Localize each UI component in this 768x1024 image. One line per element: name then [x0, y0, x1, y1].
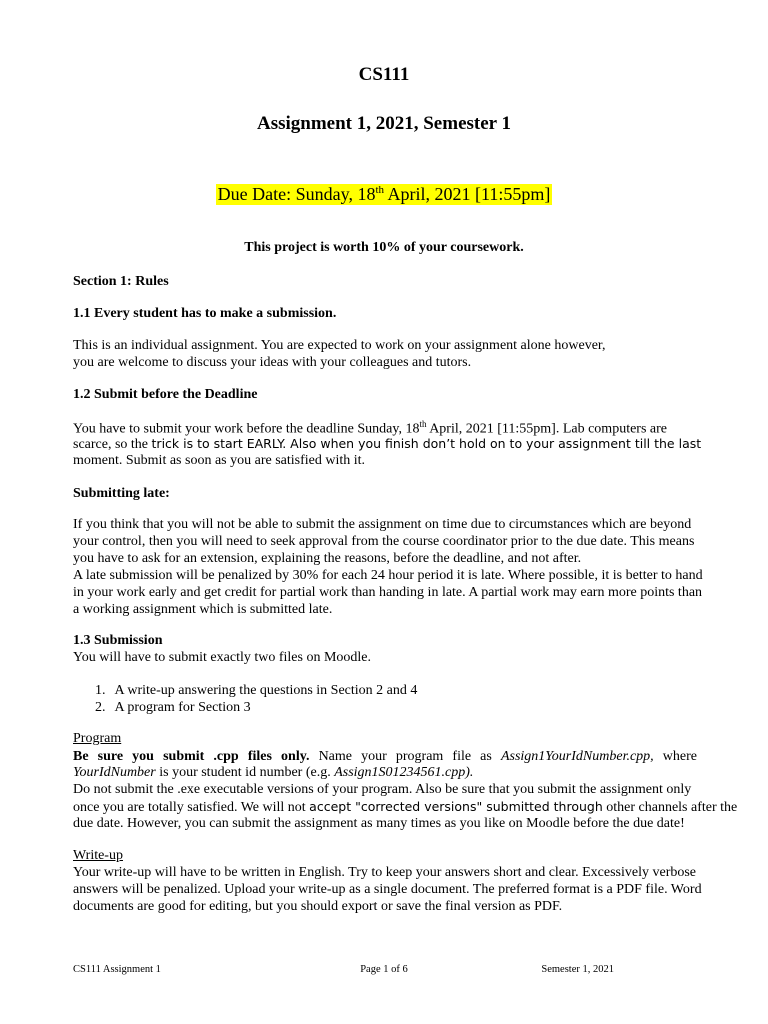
footer-page-number: Page 1 of 6	[360, 964, 408, 975]
footer-right: Semester 1, 2021	[541, 964, 614, 975]
writeup-line-3: documents are good for editing, but you should export or save the final version as PDF.	[73, 899, 563, 914]
footer-left: CS111 Assignment 1	[73, 964, 161, 975]
list-item: 2. A program for Section 3	[95, 700, 251, 715]
late-line-3: you have to ask for an extension, explaining the reasons, before the deadline, and not after.	[73, 551, 582, 566]
s12-line-3: moment. Submit as soon as you are satisfied with it.	[73, 453, 366, 468]
s11-line-1: This is an individual assignment. You are expected to work on your assignment alone however,	[73, 338, 606, 353]
list-item: 1. A write-up answering the questions in Section 2 and 4	[95, 683, 418, 698]
program-line-4: once you are totally satisfied. We will not accept "corrected versions" submitted through other channels after the	[73, 799, 738, 815]
s13-intro: You will have to submit exactly two files on Moodle.	[73, 650, 371, 665]
program-line-2: YourIdNumber is your student id number (e.g. Assign1S01234561.cpp).	[73, 765, 474, 780]
late-heading: Submitting late:	[73, 486, 170, 501]
program-line-1: Be sure you submit .cpp files only. Name your program file as Assign1YourIdNumber.cpp, where	[73, 749, 697, 764]
writeup-heading: Write-up	[73, 848, 123, 863]
writeup-line-2: answers will be penalized. Upload your write-up as a single document. The preferred format is a PDF file. Word	[73, 882, 702, 897]
late-line-6: a working assignment which is submitted late.	[73, 602, 333, 617]
s12-line-1: You have to submit your work before the deadline Sunday, 18th April, 2021 [11:55pm]. Lab computers are	[73, 419, 668, 437]
program-heading: Program	[73, 731, 122, 746]
assignment-title: Assignment 1, 2021, Semester 1	[256, 113, 511, 134]
section13-heading: 1.3 Submission	[73, 633, 163, 648]
due-date-highlight: Due Date: Sunday, 18th April, 2021 [11:55pm]	[217, 184, 551, 204]
worth-statement: This project is worth 10% of your coursework.	[244, 240, 524, 255]
late-line-4: A late submission will be penalized by 30% for each 24 hour period it is late. Where possible, it is better to hand	[73, 568, 703, 583]
program-line-3: Do not submit the .exe executable versions of your program. Also be sure that you submit the assignment only	[73, 782, 692, 797]
late-line-1: If you think that you will not be able to submit the assignment on time due to circumstances which are beyond	[73, 517, 692, 532]
course-code: CS111	[358, 64, 410, 85]
section1-heading: Section 1: Rules	[73, 274, 169, 289]
s11-line-2: you are welcome to discuss your ideas with your colleagues and tutors.	[73, 355, 472, 370]
late-line-2: your control, then you will need to seek approval from the course coordinator prior to the due date. This means	[73, 534, 695, 549]
late-line-5: in your work early and get credit for partial work than handing in late. A partial work may earn more points than	[73, 585, 703, 600]
writeup-line-1: Your write-up will have to be written in English. Try to keep your answers short and clear. Excessively verbose	[73, 865, 697, 880]
s12-line-2: scarce, so the trick is to start EARLY. Also when you finish don’t hold on to your assignment till the last	[73, 436, 702, 452]
section12-heading: 1.2 Submit before the Deadline	[73, 387, 258, 402]
section11-heading: 1.1 Every student has to make a submission.	[73, 306, 337, 321]
due-date-banner	[0, 184, 768, 205]
program-line-5: due date. However, you can submit the assignment as many times as you like on Moodle before the due date!	[73, 816, 685, 831]
